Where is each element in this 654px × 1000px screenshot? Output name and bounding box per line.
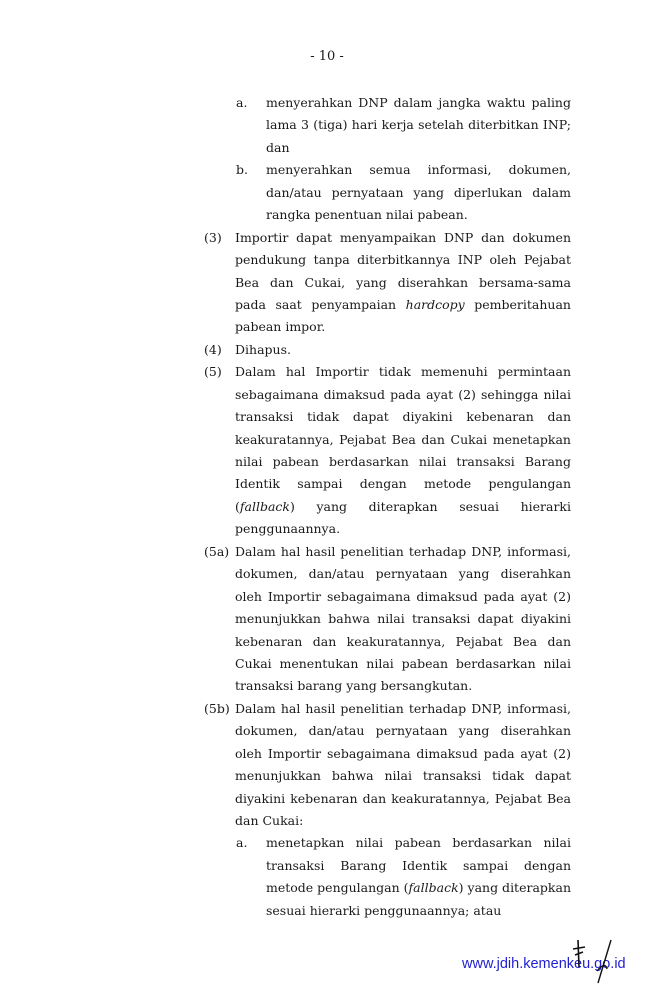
text-line xyxy=(0,743,654,765)
text-line xyxy=(0,249,654,271)
paragraph-label: (5a) xyxy=(204,543,230,559)
line-text: Dalam hal hasil penelitian terhadap DNP, informasi, xyxy=(235,700,571,716)
paragraph-label: a. xyxy=(236,95,248,110)
line-text: Identik sampai dengan metode pengulangan xyxy=(235,476,571,492)
jdih-website-link[interactable]: www.jdih.kemenkeu.go.id xyxy=(462,956,626,972)
paragraph-label: (5b) xyxy=(204,700,230,716)
text-line xyxy=(0,316,654,338)
text-line xyxy=(0,137,654,159)
paragraph-label: a. xyxy=(236,835,248,851)
text-line xyxy=(0,788,654,810)
line-text: sesuai hierarki penggunaannya; atau xyxy=(266,902,502,918)
text-line xyxy=(0,832,654,854)
line-text: transaksi tidak dapat diyakini kebenaran dan xyxy=(235,409,571,425)
line-text: (fallback) yang diterapkan sesuai hierarki xyxy=(235,498,571,514)
line-text: dan xyxy=(266,139,290,155)
paragraph-5b xyxy=(0,698,654,833)
line-text: oleh Importir sebagaimana dimaksud pada ayat (2) xyxy=(235,745,571,761)
text-line xyxy=(0,541,654,563)
text-line xyxy=(0,204,654,226)
document-body xyxy=(0,92,654,922)
line-text: dokumen, dan/atau pernyataan yang diserahkan xyxy=(235,723,571,739)
paragraph-5 xyxy=(0,361,654,541)
line-text: pabean impor. xyxy=(235,319,326,335)
text-line xyxy=(0,473,654,495)
line-text: dan Cukai: xyxy=(235,813,304,828)
text-line xyxy=(0,451,654,473)
line-text: nilai pabean berdasarkan nilai transaksi Barang xyxy=(235,454,571,469)
text-line xyxy=(0,114,654,136)
line-text: Bea dan Cukai, yang diserahkan bersama-sama xyxy=(235,274,571,290)
line-text: pendukung tanpa diterbitkannya INP oleh Pejabat xyxy=(235,252,571,268)
paragraph-label: (5) xyxy=(204,364,222,380)
line-text: Importir dapat menyampaikan DNP dan dokumen xyxy=(235,229,571,245)
paragraph-a xyxy=(0,92,654,159)
text-line xyxy=(0,586,654,608)
text-line xyxy=(0,675,654,697)
paragraph-label: (3) xyxy=(204,229,222,245)
line-text: Dihapus. xyxy=(235,341,291,357)
line-text: Dalam hal hasil penelitian terhadap DNP, informasi, xyxy=(235,543,571,559)
line-text: kebenaran dan keakuratannya, Pejabat Bea dan xyxy=(235,633,571,649)
line-text: lama 3 (tiga) hari kerja setelah diterbitkan INP; xyxy=(266,117,571,133)
line-text: metode pengulangan (fallback) yang diterapkan xyxy=(266,880,571,896)
text-line xyxy=(0,855,654,877)
line-text: transaksi barang yang bersangkutan. xyxy=(235,678,473,694)
text-line xyxy=(0,227,654,249)
line-text: transaksi Barang Identik sampai dengan xyxy=(266,857,571,873)
line-text: menunjukkan bahwa nilai transaksi dapat diyakini xyxy=(235,611,571,627)
paragraph-label: b. xyxy=(236,162,248,178)
line-text: dokumen, dan/atau pernyataan yang diserahkan xyxy=(235,566,571,582)
paragraph-3 xyxy=(0,227,654,339)
paragraph-a xyxy=(0,832,654,922)
text-line xyxy=(0,496,654,518)
line-text: Cukai menentukan nilai pabean berdasarkan nilai xyxy=(235,655,571,671)
line-text: sebagaimana dimaksud pada ayat (2) sehingga nilai xyxy=(235,386,571,402)
line-text: rangka penentuan nilai pabean. xyxy=(266,207,468,223)
line-text: menunjukkan bahwa nilai transaksi tidak dapat xyxy=(235,768,571,784)
line-text: pada saat penyampaian hardcopy pemberitahuan xyxy=(235,296,571,312)
text-line xyxy=(0,272,654,294)
text-line xyxy=(0,563,654,585)
text-line xyxy=(0,720,654,742)
line-text: Dalam hal Importir tidak memenuhi permintaan xyxy=(235,364,571,380)
text-line xyxy=(0,631,654,653)
text-line xyxy=(0,182,654,204)
line-text: dan/atau pernyataan yang diperlukan dalam xyxy=(266,184,571,200)
page-number: - 10 - xyxy=(310,49,344,64)
text-line xyxy=(0,294,654,316)
line-text: menyerahkan DNP dalam jangka waktu paling xyxy=(266,95,571,110)
text-line xyxy=(0,406,654,428)
paragraph-4 xyxy=(0,339,654,361)
text-line xyxy=(0,92,654,114)
text-line xyxy=(0,900,654,922)
text-line xyxy=(0,518,654,540)
text-line xyxy=(0,877,654,899)
line-text: menetapkan nilai pabean berdasarkan nilai xyxy=(266,835,571,851)
line-text: menyerahkan semua informasi, dokumen, xyxy=(266,162,571,178)
text-line xyxy=(0,361,654,383)
paragraph-label: (4) xyxy=(204,341,222,357)
text-line xyxy=(0,765,654,787)
paraf-signature-icon xyxy=(565,935,625,985)
paragraph-5a xyxy=(0,541,654,698)
text-line xyxy=(0,429,654,451)
line-text: penggunaannya. xyxy=(235,521,341,537)
text-line xyxy=(0,653,654,675)
text-line xyxy=(0,810,654,832)
text-line xyxy=(0,339,654,361)
line-text: diyakini kebenaran dan keakuratannya, Pejabat Bea xyxy=(235,790,571,806)
line-text: keakuratannya, Pejabat Bea dan Cukai menetapkan xyxy=(235,431,571,447)
text-line xyxy=(0,698,654,720)
text-line xyxy=(0,384,654,406)
paragraph-b xyxy=(0,159,654,226)
text-line xyxy=(0,608,654,630)
line-text: oleh Importir sebagaimana dimaksud pada ayat (2) xyxy=(235,588,571,604)
text-line xyxy=(0,159,654,181)
